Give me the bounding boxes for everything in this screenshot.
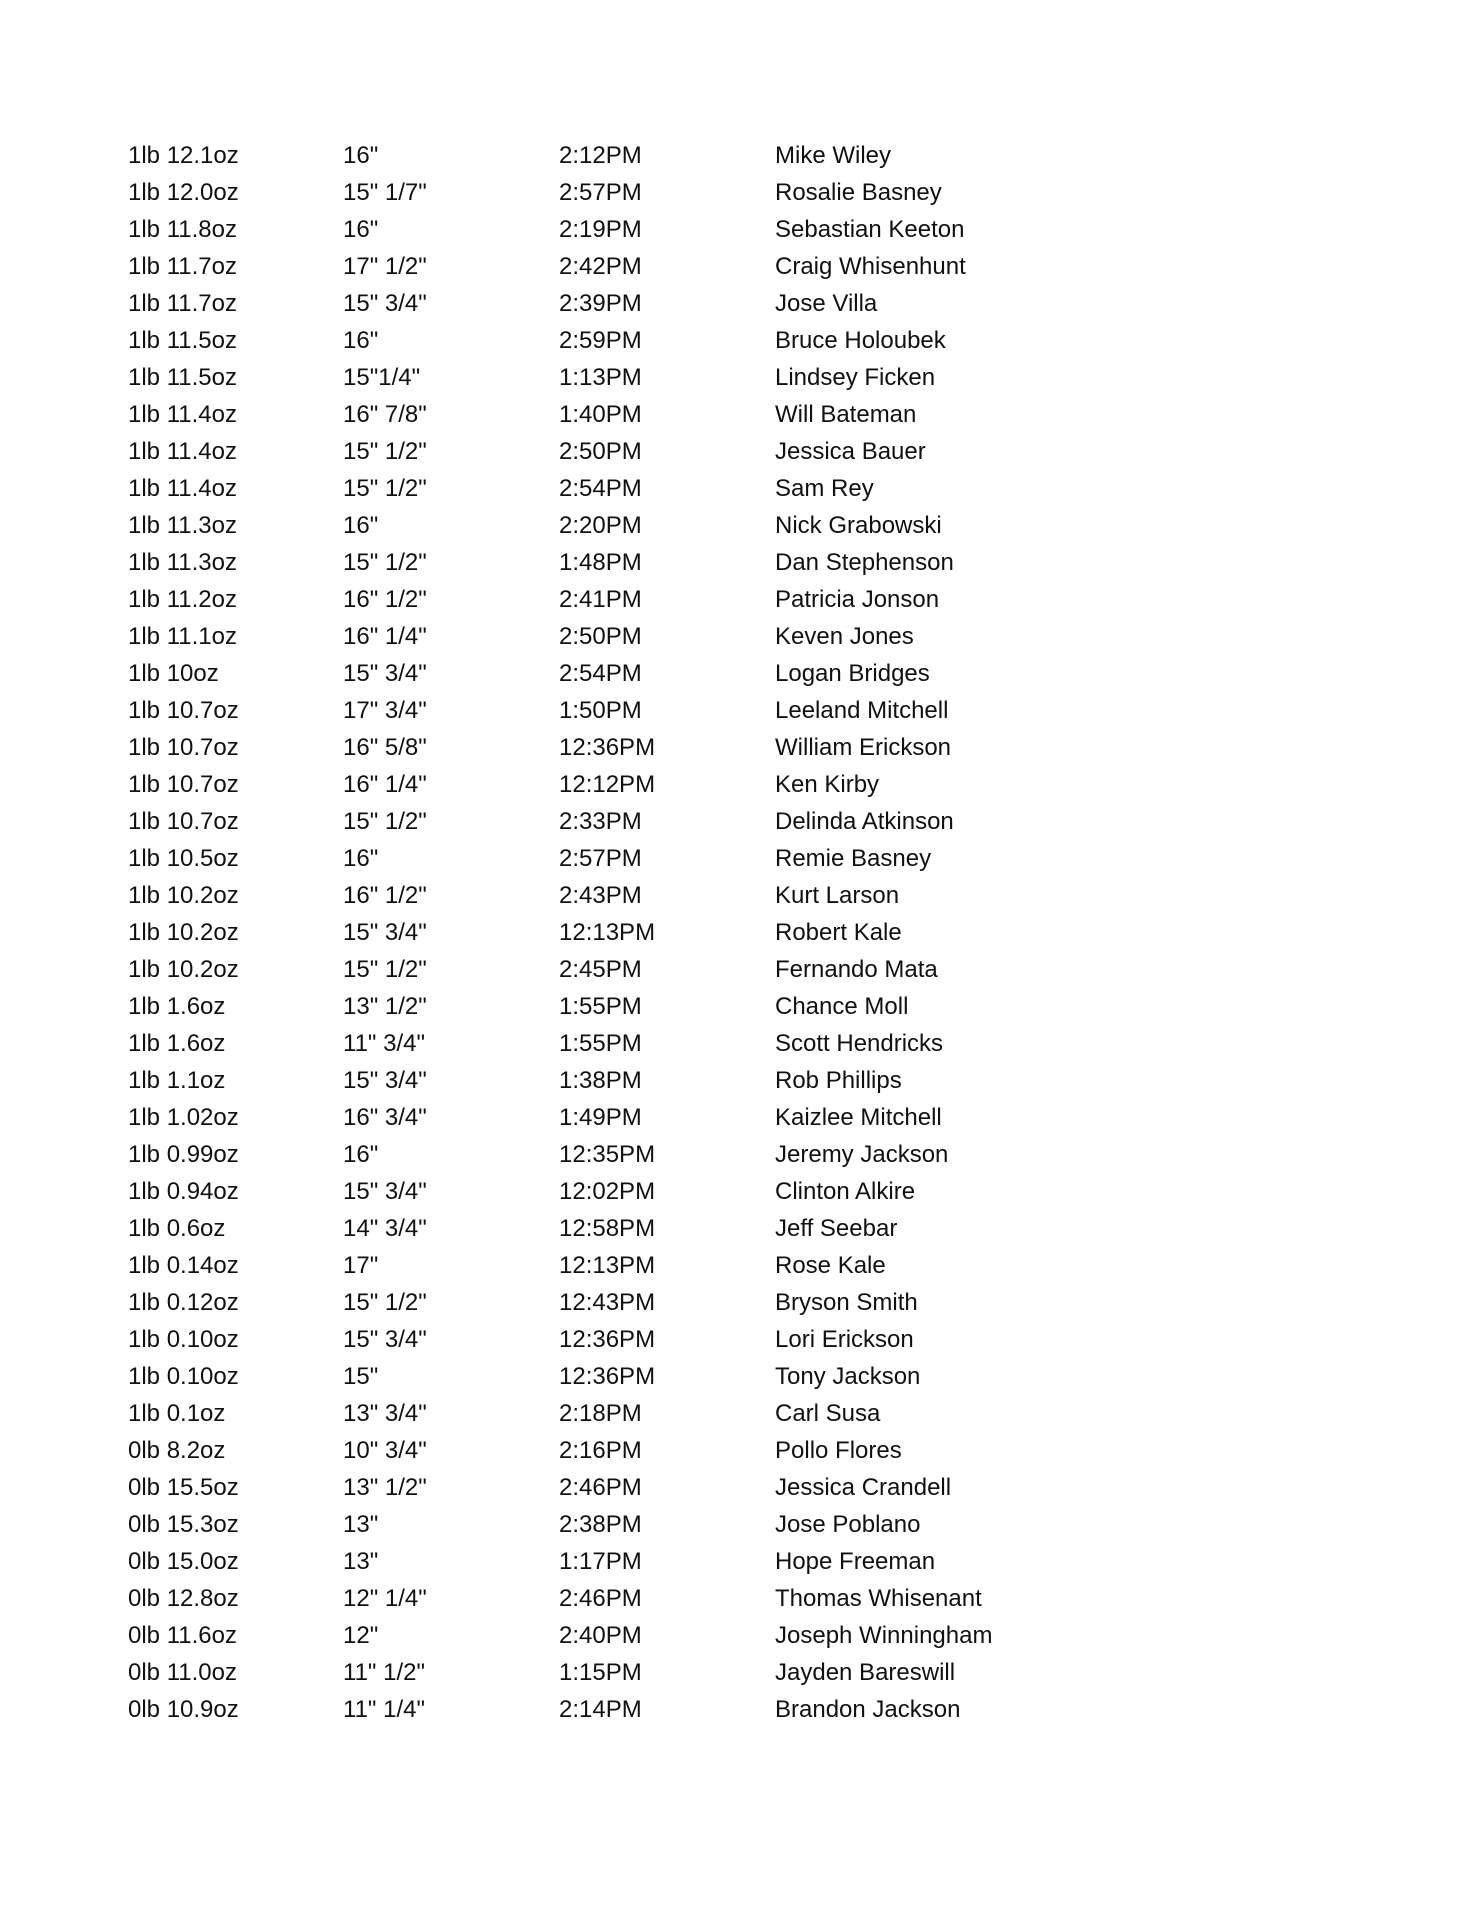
weight-cell: 1lb 11.3oz — [128, 549, 237, 576]
time-cell: 1:55PM — [559, 1030, 642, 1057]
time-cell: 1:17PM — [559, 1548, 642, 1575]
name-cell: William Erickson — [775, 734, 952, 761]
length-cell: 15" 1/2" — [343, 808, 427, 835]
time-cell: 2:39PM — [559, 290, 642, 317]
time-cell: 2:54PM — [559, 475, 642, 502]
name-cell: Nick Grabowski — [775, 512, 942, 539]
name-cell: Pollo Flores — [775, 1437, 902, 1464]
weight-cell: 1lb 11.8oz — [128, 216, 237, 243]
name-cell: Lindsey Ficken — [775, 364, 936, 391]
name-cell: Fernando Mata — [775, 956, 938, 983]
weight-cell: 1lb 1.1oz — [128, 1067, 226, 1094]
weight-cell: 1lb 11.1oz — [128, 623, 237, 650]
length-cell: 15" 1/2" — [343, 549, 427, 576]
weight-cell: 1lb 0.10oz — [128, 1363, 239, 1390]
time-cell: 1:38PM — [559, 1067, 642, 1094]
table-row — [128, 840, 1028, 877]
table-row — [128, 544, 1028, 581]
time-cell: 1:55PM — [559, 993, 642, 1020]
weight-cell: 1lb 1.6oz — [128, 1030, 226, 1057]
name-cell: Jose Poblano — [775, 1511, 921, 1538]
time-cell: 2:43PM — [559, 882, 642, 909]
name-cell: Brandon Jackson — [775, 1696, 961, 1723]
length-cell: 17" 1/2" — [343, 253, 427, 280]
time-cell: 1:40PM — [559, 401, 642, 428]
time-cell: 1:50PM — [559, 697, 642, 724]
time-cell: 2:46PM — [559, 1585, 642, 1612]
time-cell: 2:57PM — [559, 179, 642, 206]
name-cell: Will Bateman — [775, 401, 917, 428]
weight-cell: 1lb 11.7oz — [128, 253, 237, 280]
length-cell: 15" 3/4" — [343, 1326, 427, 1353]
time-cell: 2:46PM — [559, 1474, 642, 1501]
table-row — [128, 1358, 1028, 1395]
name-cell: Bruce Holoubek — [775, 327, 946, 354]
length-cell: 15"1/4" — [343, 364, 421, 391]
name-cell: Remie Basney — [775, 845, 932, 872]
weight-cell: 1lb 11.5oz — [128, 364, 237, 391]
name-cell: Jeremy Jackson — [775, 1141, 949, 1168]
time-cell: 12:35PM — [559, 1141, 656, 1168]
time-cell: 12:13PM — [559, 1252, 656, 1279]
time-cell: 2:12PM — [559, 142, 642, 169]
weight-cell: 1lb 12.1oz — [128, 142, 239, 169]
length-cell: 11" 1/4" — [343, 1696, 425, 1723]
length-cell: 15" 3/4" — [343, 919, 427, 946]
name-cell: Kaizlee Mitchell — [775, 1104, 942, 1131]
time-cell: 1:49PM — [559, 1104, 642, 1131]
table-row — [128, 581, 1028, 618]
length-cell: 12" 1/4" — [343, 1585, 427, 1612]
weight-cell: 1lb 10.7oz — [128, 734, 239, 761]
name-cell: Thomas Whisenant — [775, 1585, 982, 1612]
table-row — [128, 1617, 1028, 1654]
length-cell: 15" 1/2" — [343, 438, 427, 465]
length-cell: 15" 3/4" — [343, 660, 427, 687]
table-row — [128, 655, 1028, 692]
time-cell: 12:13PM — [559, 919, 656, 946]
table-row — [128, 988, 1028, 1025]
name-cell: Craig Whisenhunt — [775, 253, 966, 280]
length-cell: 16" — [343, 327, 379, 354]
time-cell: 12:43PM — [559, 1289, 656, 1316]
time-cell: 1:13PM — [559, 364, 642, 391]
name-cell: Rob Phillips — [775, 1067, 902, 1094]
length-cell: 10" 3/4" — [343, 1437, 427, 1464]
table-row — [128, 507, 1028, 544]
length-cell: 16" — [343, 142, 379, 169]
time-cell: 12:58PM — [559, 1215, 656, 1242]
table-row — [128, 359, 1028, 396]
weight-cell: 1lb 10.7oz — [128, 697, 239, 724]
time-cell: 2:59PM — [559, 327, 642, 354]
weight-cell: 0lb 11.0oz — [128, 1659, 237, 1686]
name-cell: Tony Jackson — [775, 1363, 921, 1390]
table-row — [128, 1210, 1028, 1247]
name-cell: Carl Susa — [775, 1400, 881, 1427]
table-row — [128, 1543, 1028, 1580]
weight-cell: 1lb 10.7oz — [128, 771, 239, 798]
name-cell: Jeff Seebar — [775, 1215, 898, 1242]
length-cell: 11" 1/2" — [343, 1659, 425, 1686]
weight-cell: 1lb 0.12oz — [128, 1289, 239, 1316]
length-cell: 16" — [343, 512, 379, 539]
name-cell: Joseph Winningham — [775, 1622, 993, 1649]
time-cell: 2:20PM — [559, 512, 642, 539]
length-cell: 15" 1/2" — [343, 475, 427, 502]
name-cell: Patricia Jonson — [775, 586, 940, 613]
time-cell: 2:50PM — [559, 438, 642, 465]
weight-cell: 1lb 0.99oz — [128, 1141, 239, 1168]
weight-cell: 0lb 8.2oz — [128, 1437, 226, 1464]
name-cell: Chance Moll — [775, 993, 909, 1020]
table-row — [128, 1691, 1028, 1728]
name-cell: Delinda Atkinson — [775, 808, 954, 835]
time-cell: 2:38PM — [559, 1511, 642, 1538]
name-cell: Jessica Crandell — [775, 1474, 952, 1501]
table-row — [128, 1506, 1028, 1543]
weight-cell: 1lb 11.2oz — [128, 586, 237, 613]
table-row — [128, 729, 1028, 766]
length-cell: 16" — [343, 216, 379, 243]
length-cell: 15" 3/4" — [343, 1178, 427, 1205]
time-cell: 12:36PM — [559, 1326, 656, 1353]
length-cell: 13" 1/2" — [343, 1474, 427, 1501]
table-row — [128, 1247, 1028, 1284]
time-cell: 2:33PM — [559, 808, 642, 835]
time-cell: 2:42PM — [559, 253, 642, 280]
length-cell: 13" 1/2" — [343, 993, 427, 1020]
weight-cell: 1lb 1.02oz — [128, 1104, 239, 1131]
table-row — [128, 470, 1028, 507]
length-cell: 14" 3/4" — [343, 1215, 427, 1242]
weight-cell: 1lb 11.7oz — [128, 290, 237, 317]
weight-cell: 1lb 0.1oz — [128, 1400, 226, 1427]
table-row — [128, 618, 1028, 655]
weight-cell: 0lb 15.0oz — [128, 1548, 239, 1575]
weight-cell: 1lb 0.14oz — [128, 1252, 239, 1279]
time-cell: 2:19PM — [559, 216, 642, 243]
table-row — [128, 322, 1028, 359]
name-cell: Logan Bridges — [775, 660, 930, 687]
weight-cell: 1lb 0.6oz — [128, 1215, 226, 1242]
name-cell: Rosalie Basney — [775, 179, 942, 206]
time-cell: 2:41PM — [559, 586, 642, 613]
table-row — [128, 396, 1028, 433]
time-cell: 12:36PM — [559, 734, 656, 761]
table-row — [128, 174, 1028, 211]
table-row — [128, 803, 1028, 840]
table-row — [128, 951, 1028, 988]
weight-cell: 1lb 10.2oz — [128, 919, 239, 946]
time-cell: 12:36PM — [559, 1363, 656, 1390]
table-row — [128, 1136, 1028, 1173]
name-cell: Clinton Alkire — [775, 1178, 916, 1205]
weight-cell: 1lb 0.10oz — [128, 1326, 239, 1353]
length-cell: 12" — [343, 1622, 379, 1649]
name-cell: Kurt Larson — [775, 882, 900, 909]
weight-cell: 1lb 10.2oz — [128, 882, 239, 909]
name-cell: Bryson Smith — [775, 1289, 918, 1316]
table-row — [128, 433, 1028, 470]
time-cell: 2:16PM — [559, 1437, 642, 1464]
name-cell: Sam Rey — [775, 475, 874, 502]
time-cell: 1:48PM — [559, 549, 642, 576]
weight-cell: 1lb 11.4oz — [128, 475, 237, 502]
table-row — [128, 1025, 1028, 1062]
length-cell: 16" 5/8" — [343, 734, 427, 761]
name-cell: Jose Villa — [775, 290, 878, 317]
length-cell: 15" 1/2" — [343, 1289, 427, 1316]
time-cell: 12:12PM — [559, 771, 656, 798]
weight-cell: 1lb 10.2oz — [128, 956, 239, 983]
length-cell: 13" 3/4" — [343, 1400, 427, 1427]
weight-cell: 1lb 1.6oz — [128, 993, 226, 1020]
time-cell: 2:45PM — [559, 956, 642, 983]
time-cell: 2:57PM — [559, 845, 642, 872]
length-cell: 15" 1/7" — [343, 179, 427, 206]
table-row — [128, 137, 1028, 174]
weight-cell: 0lb 12.8oz — [128, 1585, 239, 1612]
table-row — [128, 1432, 1028, 1469]
table-row — [128, 1173, 1028, 1210]
table-row — [128, 1580, 1028, 1617]
length-cell: 17" — [343, 1252, 379, 1279]
weight-cell: 0lb 11.6oz — [128, 1622, 237, 1649]
table-row — [128, 1469, 1028, 1506]
name-cell: Lori Erickson — [775, 1326, 914, 1353]
length-cell: 15" 3/4" — [343, 290, 427, 317]
table-row — [128, 211, 1028, 248]
length-cell: 16" — [343, 845, 379, 872]
length-cell: 16" 1/2" — [343, 586, 427, 613]
table-row — [128, 1321, 1028, 1358]
weight-cell: 1lb 11.5oz — [128, 327, 237, 354]
weight-cell: 1lb 0.94oz — [128, 1178, 239, 1205]
name-cell: Keven Jones — [775, 623, 914, 650]
weight-cell: 0lb 15.5oz — [128, 1474, 239, 1501]
name-cell: Ken Kirby — [775, 771, 880, 798]
table-row — [128, 692, 1028, 729]
length-cell: 16" 1/4" — [343, 771, 427, 798]
table-row — [128, 1654, 1028, 1691]
weight-cell: 1lb 10.7oz — [128, 808, 239, 835]
table-row — [128, 248, 1028, 285]
table-row — [128, 1284, 1028, 1321]
time-cell: 2:18PM — [559, 1400, 642, 1427]
time-cell: 2:40PM — [559, 1622, 642, 1649]
table-row — [128, 766, 1028, 803]
time-cell: 12:02PM — [559, 1178, 656, 1205]
weight-cell: 0lb 15.3oz — [128, 1511, 239, 1538]
weight-cell: 0lb 10.9oz — [128, 1696, 239, 1723]
weight-cell: 1lb 10.5oz — [128, 845, 239, 872]
table-row — [128, 1062, 1028, 1099]
name-cell: Hope Freeman — [775, 1548, 936, 1575]
name-cell: Sebastian Keeton — [775, 216, 965, 243]
length-cell: 15" 1/2" — [343, 956, 427, 983]
name-cell: Robert Kale — [775, 919, 902, 946]
time-cell: 2:14PM — [559, 1696, 642, 1723]
time-cell: 1:15PM — [559, 1659, 642, 1686]
length-cell: 15" — [343, 1363, 379, 1390]
weight-cell: 1lb 10oz — [128, 660, 219, 687]
length-cell: 17" 3/4" — [343, 697, 427, 724]
name-cell: Rose Kale — [775, 1252, 886, 1279]
table-row — [128, 877, 1028, 914]
name-cell: Jayden Bareswill — [775, 1659, 956, 1686]
table-row — [128, 1099, 1028, 1136]
length-cell: 16" 1/2" — [343, 882, 427, 909]
weight-cell: 1lb 12.0oz — [128, 179, 239, 206]
name-cell: Leeland Mitchell — [775, 697, 949, 724]
length-cell: 11" 3/4" — [343, 1030, 425, 1057]
length-cell: 13" — [343, 1511, 379, 1538]
length-cell: 16" 1/4" — [343, 623, 427, 650]
results-table — [128, 137, 1028, 1728]
table-row — [128, 914, 1028, 951]
name-cell: Dan Stephenson — [775, 549, 954, 576]
name-cell: Mike Wiley — [775, 142, 892, 169]
weight-cell: 1lb 11.3oz — [128, 512, 237, 539]
name-cell: Jessica Bauer — [775, 438, 926, 465]
table-row — [128, 285, 1028, 322]
time-cell: 2:50PM — [559, 623, 642, 650]
length-cell: 16" 7/8" — [343, 401, 427, 428]
table-row — [128, 1395, 1028, 1432]
weight-cell: 1lb 11.4oz — [128, 438, 237, 465]
length-cell: 16" — [343, 1141, 379, 1168]
time-cell: 2:54PM — [559, 660, 642, 687]
length-cell: 16" 3/4" — [343, 1104, 427, 1131]
length-cell: 13" — [343, 1548, 379, 1575]
weight-cell: 1lb 11.4oz — [128, 401, 237, 428]
name-cell: Scott Hendricks — [775, 1030, 944, 1057]
length-cell: 15" 3/4" — [343, 1067, 427, 1094]
